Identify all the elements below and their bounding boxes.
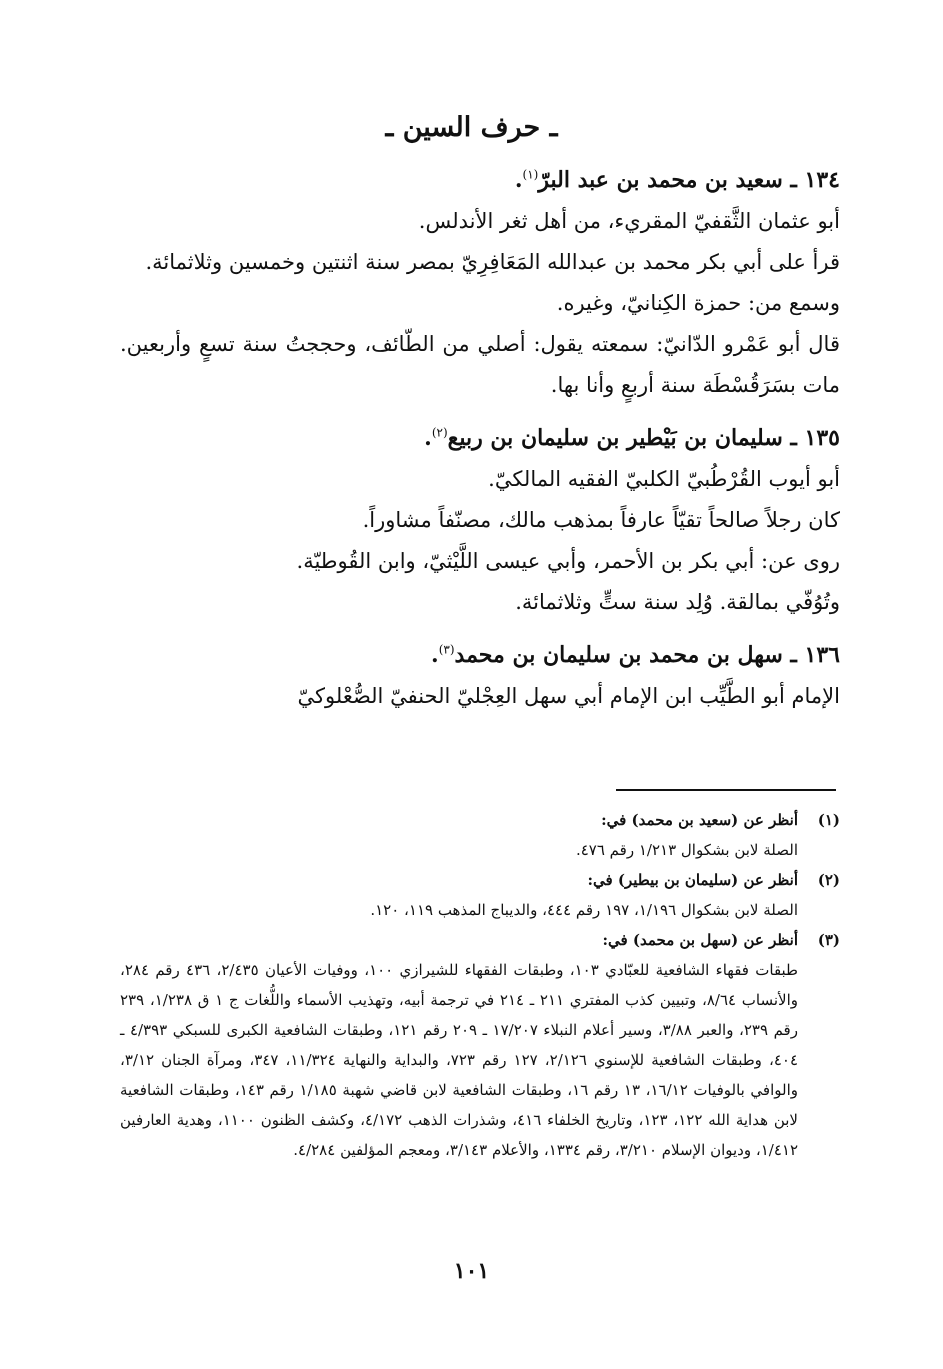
entry-line: قرأ على أبي بكر محمد بن عبدالله المَعَافِرِيّ بمصر سنة اثنتين وخمسين وثلاثمائة. (145, 250, 840, 274)
footnote-number: (٢) (817, 871, 840, 889)
entry-heading (120, 418, 840, 459)
entry-heading-end: . (431, 642, 439, 668)
footnote-2 (120, 865, 840, 925)
entry-136 (120, 635, 840, 717)
entry-heading-end: . (424, 425, 432, 451)
entry-line: روى عن: أبي بكر بن الأحمر، وأبي عيسى اللَّيْثيّ، وابن القُوطيّة. (296, 549, 840, 573)
footnote-1 (120, 805, 840, 865)
page-number: ١٠١ (453, 1258, 490, 1284)
entry-heading-text: ١٣٦ ـ سهل بن محمد بن سليمان بن محمد (454, 642, 840, 668)
entry-line: كان رجلاً صالحاً تقيّاً عارفاً بمذهب مالك، مصنّفاً مشاوراً. (362, 508, 840, 532)
footnote-sources: الصلة لابن بشكوال ١/١٩٦، ١٩٧ رقم ٤٤٤، والديباج المذهب ١١٩، ١٢٠. (370, 901, 798, 919)
entry-135 (120, 418, 840, 623)
footnote-separator (616, 789, 836, 791)
entry-heading (120, 160, 840, 201)
footnote-heading: أنظر عن (سليمان بن بيطير) في: (587, 871, 798, 889)
footnote-heading: أنظر عن (سهل بن محمد) في: (602, 931, 798, 949)
footnote-number: (٣) (817, 931, 840, 949)
main-text (120, 160, 840, 729)
entry-heading-text: ١٣٥ ـ سليمان بن بَيْطير بن سليمان بن ربيع (447, 425, 840, 451)
entry-line: أبو عثمان الثَّقفيّ المقريء، من أهل ثغر الأندلس. (418, 209, 840, 233)
footnote-body (120, 925, 798, 1165)
footnote-ref: (١) (522, 167, 539, 182)
footnote-body (120, 805, 798, 865)
footnote-sources: طبقات فقهاء الشافعية للعبّادي ١٠٣، وطبقات الفقهاء للشيرازي ١٠٠، ووفيات الأعيان ٢/٤٣٥، ٤٣٦ رقم ٢٨٤، والأنساب ٨/٦٤، وتبيين كذب المفتري ٢١١ ـ ٢١٤ في ترجمة أبيه، وتهذيب الأسماء واللُّغات ج ١ ق ١/٢٣٨، ٢٣٩ رقم ٢٣٩، والعبر ٣/٨٨، وسير أعلام النبلاء ١٧/٢٠٧ ـ ٢٠٩ رقم ١٢١، وطبقات الشافعية الكبرى للسبكي ٤/٣٩٣ ـ ٤٠٤، وطبقات الشافعية للإسنوي ٢/١٢٦، ١٢٧ رقم ٧٢٣، والبداية والنهاية ١١/٣٢٤، ٣٤٧، ومرآة الجنان ٣/١٢، والوافي بالوفيات ١٦/١٢، ١٣ رقم ١٦، وطبقات الشافعية لابن قاضي شهبة ١/١٨٥ رقم ١٤٣، وطبقات الشافعية لابن هداية الله ١٢٢، ١٢٣، وتاريخ الخلفاء ٤١٦، وشذرات الذهب ٤/١٧٢، وكشف الظنون ١١٠٠، وهدية العارفين ١/٤١٢، وديوان الإسلام ٣/٢١٠، رقم ١٣٣٤، والأعلام ٣/١٤٣، ومعجم المؤلفين ٤/٢٨٤. (120, 961, 799, 1159)
entry-line: الإمام أبو الطَّيِّب ابن الإمام أبي سهل العِجْليّ الحنفيّ الصُّعْلوكيّ (297, 684, 840, 708)
footnote-3 (120, 925, 840, 1165)
entry-line: أبو أيوب القُرْطُبيّ الكلبيّ الفقيه المالكيّ. (488, 467, 840, 491)
entry-heading-text: ١٣٤ ـ سعيد بن محمد بن عبد البرّ (538, 167, 840, 193)
footnote-ref: (٣) (438, 642, 455, 657)
footnote-body (120, 865, 798, 925)
entry-heading (120, 635, 840, 676)
footnote-ref: (٢) (431, 425, 448, 440)
entry-heading-end: . (514, 167, 523, 193)
entry-134 (120, 160, 840, 406)
entry-line: وتُوُفّي بمالقة. وُلِد سنة ستٍّ وثلاثمائة. (515, 590, 840, 614)
entry-line: قال أبو عَمْرو الدّانيّ: سمعته يقول: أصلي من الطّائف، وحججتُ سنة تسعٍ وأربعين. مات بسَرَقُسْطَة سنة أربعٍ وأنا بها. (120, 332, 840, 397)
footnote-heading: أنظر عن (سعيد بن محمد) في: (601, 811, 798, 829)
footnotes (120, 805, 840, 1165)
footnote-number: (١) (817, 811, 840, 829)
entry-line: وسمع من: حمزة الكِنانيّ، وغيره. (556, 291, 840, 315)
section-title: ـ حرف السين ـ (385, 112, 558, 143)
footnote-sources: الصلة لابن بشكوال ١/٢١٣ رقم ٤٧٦. (575, 841, 798, 859)
